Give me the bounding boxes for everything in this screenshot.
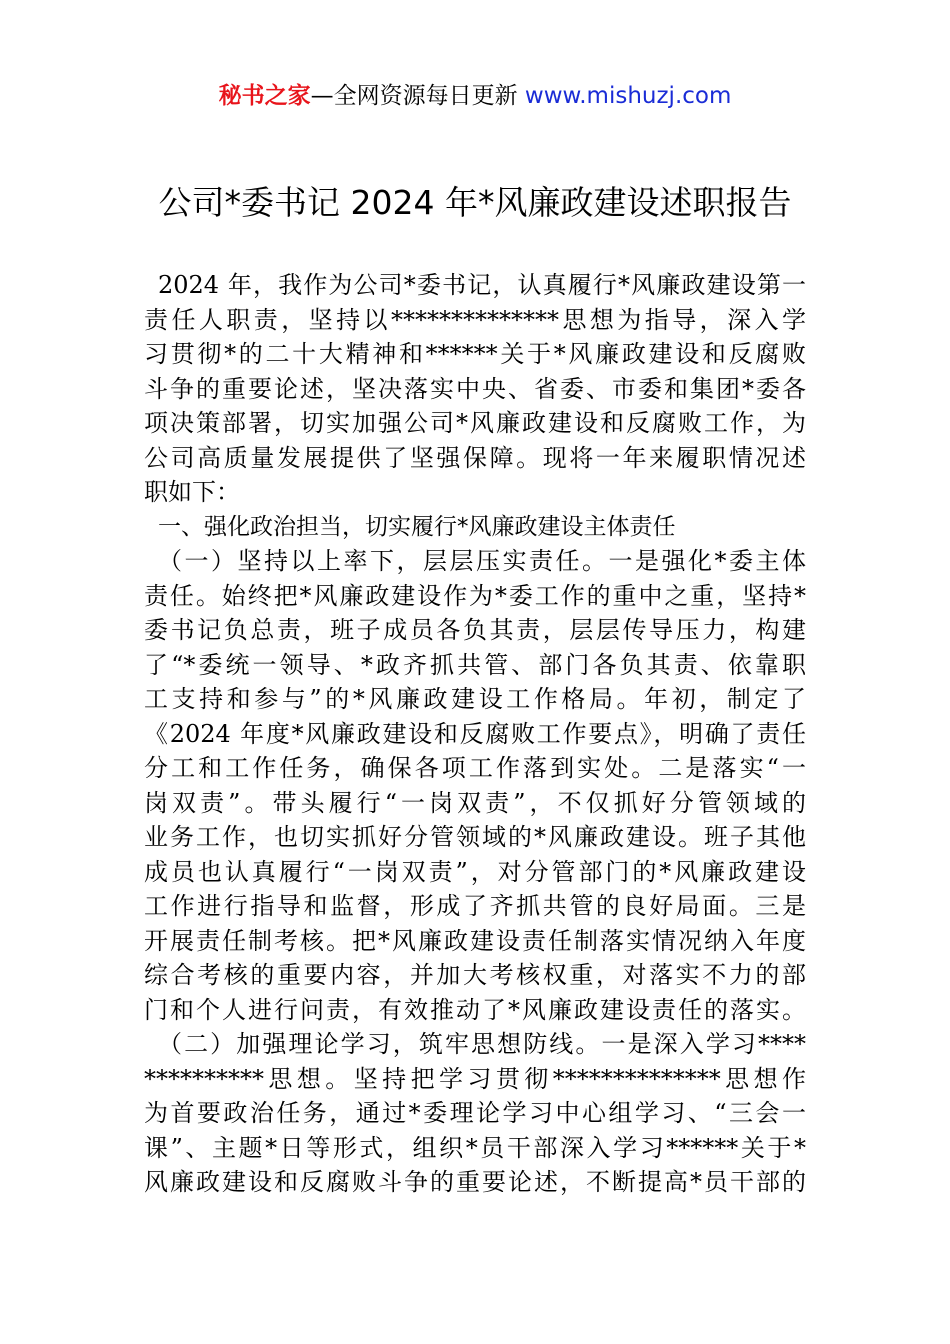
- document-title: 公司*委书记 2024 年*风廉政建设述职报告: [158, 183, 792, 222]
- section-heading: 一、强化政治担当，切实履行*风廉政建设主体责任: [158, 513, 676, 540]
- body-line: 为首要政治任务，通过*委理论学习中心组学习、“三会一: [144, 1099, 806, 1127]
- body-line: **********思想。坚持把学习贯彻**************思想作: [144, 1064, 806, 1093]
- body-line: 岗双责”。带头履行“一岗双责”，不仅抓好分管领域的: [144, 788, 806, 817]
- body-line: 门和个人进行问责，有效推动了*风廉政建设责任的落实。: [144, 995, 806, 1024]
- body-line: 斗争的重要论述，坚决落实中央、省委、市委和集团*委各: [144, 374, 806, 403]
- body-line: 业务工作，也切实抓好分管领域的*风廉政建设。班子其他: [144, 823, 806, 851]
- site-header: [0, 80, 950, 112]
- body-line: 工支持和参与”的*风廉政建设工作格局。年初，制定了: [144, 685, 806, 713]
- body-line: 课”、主题*日等形式，组织*员干部深入学习******关于*: [144, 1133, 806, 1162]
- body-line: 综合考核的重要内容，并加大考核权重，对落实不力的部: [144, 961, 806, 989]
- body-line: 工作进行指导和监督，形成了齐抓共管的良好局面。三是: [144, 892, 806, 920]
- body-line: （二）加强理论学习，筑牢思想防线。一是深入学习****: [158, 1030, 806, 1058]
- body-line: 责任人职责，坚持以**************思想为指导，深入学: [144, 305, 806, 334]
- body-line: 公司高质量发展提供了坚强保障。现将一年来履职情况述: [144, 443, 806, 472]
- body-line: 了“*委统一领导、*政齐抓共管、部门各负其责、依靠职: [144, 650, 806, 679]
- document-body: [144, 268, 806, 1200]
- site-url-link[interactable]: www.mishuzj.com: [524, 83, 732, 109]
- body-line: 委书记负总责，班子成员各负其责，层层传导压力，构建: [144, 616, 806, 644]
- body-line: 职如下：: [144, 478, 240, 506]
- body-line: 《2024 年度*风廉政建设和反腐败工作要点》，明确了责任: [144, 719, 806, 748]
- body-line: 成员也认真履行“一岗双责”，对分管部门的*风廉政建设: [144, 857, 806, 886]
- site-brand: 秘书之家: [218, 83, 311, 109]
- body-line: 项决策部署，切实加强公司*风廉政建设和反腐败工作，为: [144, 409, 806, 437]
- body-line: （一）坚持以上率下，层层压实责任。一是强化*委主体: [158, 547, 806, 575]
- body-line: 习贯彻*的二十大精神和******关于*风廉政建设和反腐败: [144, 340, 806, 368]
- site-slogan: —全网资源每日更新: [310, 83, 525, 109]
- body-line: 2024 年，我作为公司*委书记，认真履行*风廉政建设第一: [158, 271, 806, 299]
- body-line: 责任。始终把*风廉政建设作为*委工作的重中之重，坚持*: [144, 581, 806, 610]
- body-line: 风廉政建设和反腐败斗争的重要论述，不断提高*员干部的: [144, 1168, 806, 1196]
- body-line: 分工和工作任务，确保各项工作落到实处。二是落实“一: [144, 754, 806, 782]
- body-line: 开展责任制考核。把*风廉政建设责任制落实情况纳入年度: [144, 926, 806, 955]
